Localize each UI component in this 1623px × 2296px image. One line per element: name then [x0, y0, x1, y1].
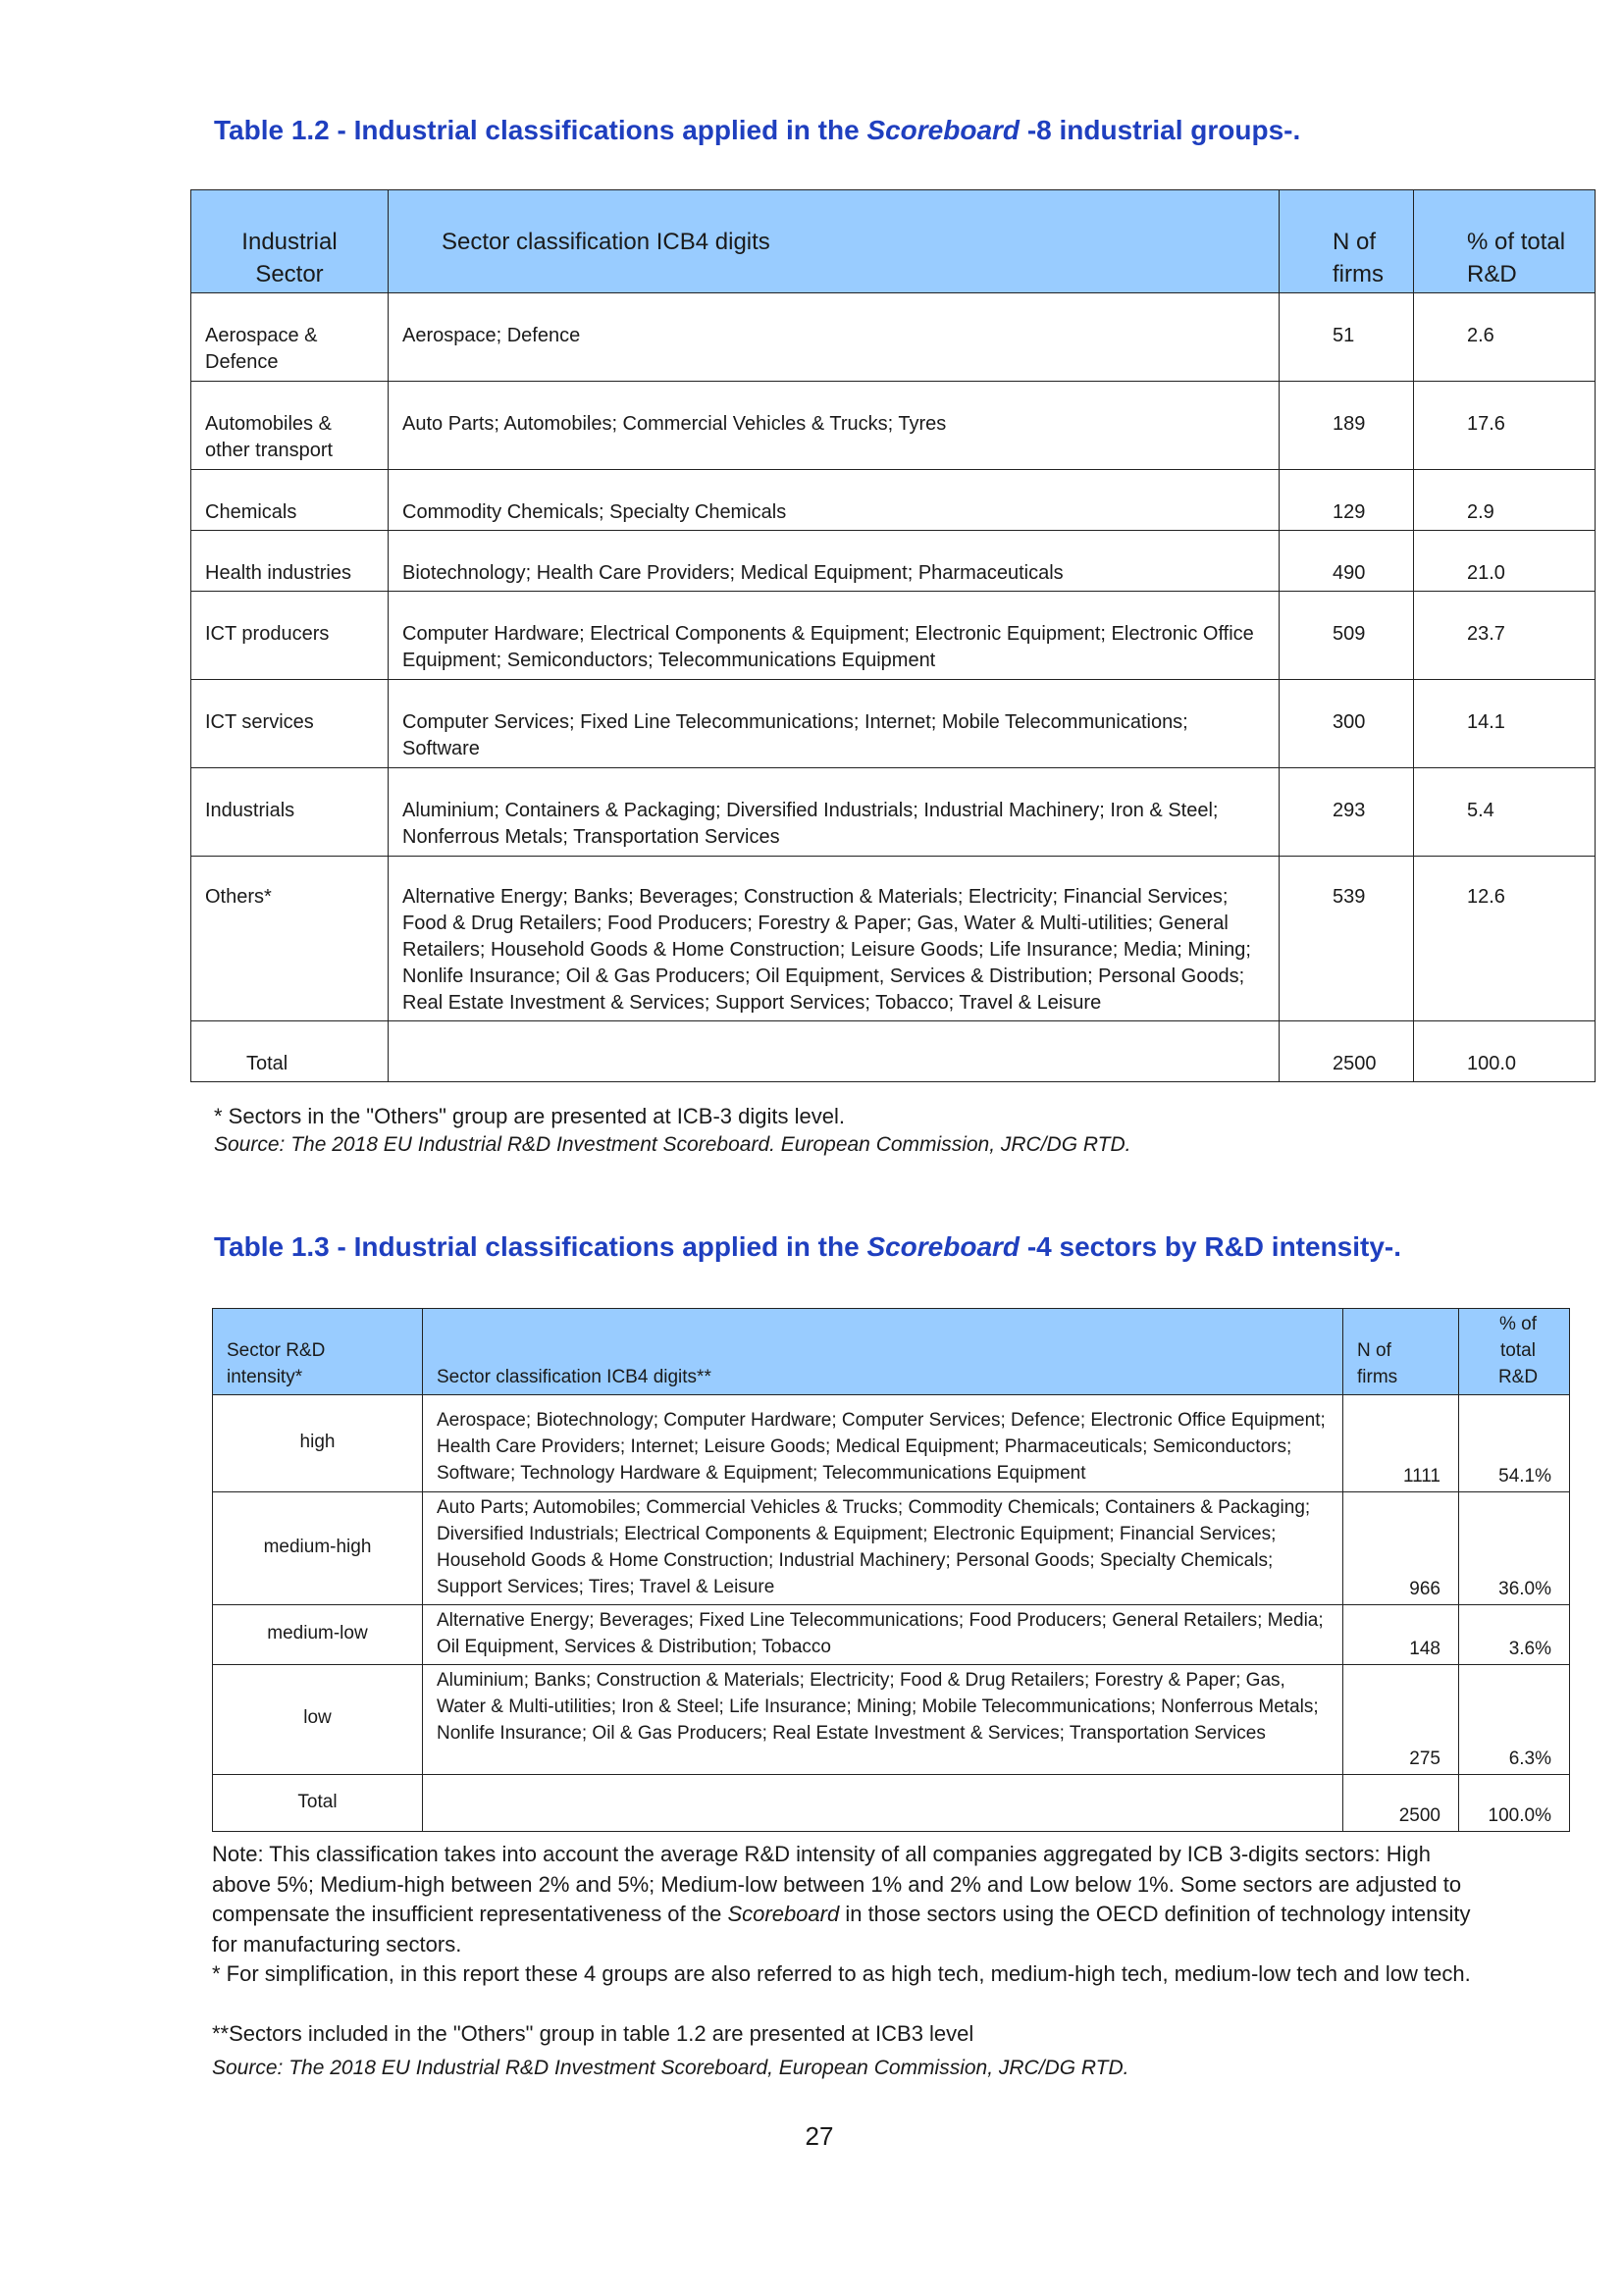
header-sector-classification: Sector classification ICB4 digits	[389, 190, 1280, 293]
header-n-firms-line2: firms	[1333, 261, 1384, 287]
table-row	[213, 1605, 1570, 1665]
pct-cell: 54.1%	[1459, 1395, 1570, 1492]
table-1-3-footnote-1: * For simplification, in this report these 4 groups are also referred to as high tech, medium-high tech, medium-low tech and low tech.	[212, 1961, 1471, 1986]
table-row	[191, 470, 1596, 531]
header-n-firms	[1343, 1309, 1459, 1395]
header-industrial-sector-line2: Sector	[255, 261, 324, 287]
n-firms-cell: 51	[1280, 293, 1414, 382]
header-sector-classification: Sector classification ICB4 digits**	[423, 1309, 1343, 1395]
sector-cell: Aerospace & Defence	[191, 293, 389, 382]
pct-cell: 2.6	[1414, 293, 1596, 382]
sector-cell: ICT services	[191, 680, 389, 768]
header-pct-line1: % of	[1498, 1314, 1538, 1334]
classification-cell: Computer Hardware; Electrical Components & Equipment; Electronic Equipment; Electronic Office Equipment; Semiconductors; Telecommunications Equipment	[389, 592, 1280, 680]
table-1-2-title	[214, 115, 1300, 146]
table-1-2-title-suffix: -8 industrial groups-.	[1020, 115, 1301, 145]
header-pct-line1: % of total	[1467, 229, 1566, 255]
header-industrial-sector	[191, 190, 389, 293]
sector-cell: Industrials	[191, 768, 389, 857]
table-1-3-header-row	[213, 1309, 1570, 1395]
table-1-3-title-suffix: -4 sectors by R&D intensity-.	[1020, 1231, 1402, 1262]
total-classification-empty	[423, 1775, 1343, 1832]
intensity-cell: medium-low	[213, 1605, 423, 1665]
total-pct: 100.0%	[1459, 1775, 1570, 1832]
table-1-2-footnote: * Sectors in the "Others" group are presented at ICB-3 digits level.	[214, 1104, 845, 1128]
classification-cell: Biotechnology; Health Care Providers; Medical Equipment; Pharmaceuticals	[389, 531, 1280, 592]
table-row	[191, 592, 1596, 680]
n-firms-cell: 148	[1343, 1605, 1459, 1665]
table-1-3-title-italic: Scoreboard	[866, 1231, 1021, 1262]
n-firms-cell: 966	[1343, 1492, 1459, 1605]
pct-cell: 5.4	[1414, 768, 1596, 857]
sector-cell: Chemicals	[191, 470, 389, 531]
header-pct-total-rd	[1459, 1309, 1570, 1395]
table-row	[191, 382, 1596, 470]
intensity-cell: medium-high	[213, 1492, 423, 1605]
table-total-row	[191, 1021, 1596, 1082]
total-classification-empty	[389, 1021, 1280, 1082]
total-label: Total	[213, 1775, 423, 1832]
n-firms-cell: 490	[1280, 531, 1414, 592]
n-firms-cell: 275	[1343, 1665, 1459, 1775]
n-firms-cell: 1111	[1343, 1395, 1459, 1492]
n-firms-cell: 509	[1280, 592, 1414, 680]
table-row	[191, 680, 1596, 768]
total-pct: 100.0	[1414, 1021, 1596, 1082]
pct-cell: 3.6%	[1459, 1605, 1570, 1665]
n-firms-cell: 293	[1280, 768, 1414, 857]
table-1-2-source: Source: The 2018 EU Industrial R&D Investment Scoreboard. European Commission, JRC/DG RTD.	[214, 1133, 1131, 1156]
table-row	[213, 1395, 1570, 1492]
table-1-2	[190, 189, 1596, 1082]
intensity-cell: low	[213, 1665, 423, 1775]
classification-cell: Auto Parts; Automobiles; Commercial Vehicles & Trucks; Tyres	[389, 382, 1280, 470]
n-firms-cell: 189	[1280, 382, 1414, 470]
table-1-3-note	[212, 1840, 1478, 1959]
pct-cell: 6.3%	[1459, 1665, 1570, 1775]
n-firms-cell: 300	[1280, 680, 1414, 768]
classification-cell: Alternative Energy; Banks; Beverages; Construction & Materials; Electricity; Financial Services; Food & Drug Retailers; Food Producers; Forestry & Paper; Gas, Water & Multi-utilities; General Retailers; Household Goods & Home Construction; Leisure Goods; Life Insurance; Media; Mining; Nonlife Insurance; Oil & Gas Producers; Oil Equipment, Services & Distribution; Personal Goods; Real Estate Investment & Services; Support Services; Tobacco; Travel & Leisure	[389, 857, 1280, 1021]
header-sector-rd-intensity	[213, 1309, 423, 1395]
pct-cell: 17.6	[1414, 382, 1596, 470]
header-intensity-line1: Sector R&D	[227, 1340, 326, 1361]
sector-cell: Others*	[191, 857, 389, 1021]
table-1-3-title-prefix: Table 1.3 - Industrial classifications applied in the	[214, 1231, 867, 1262]
header-pct-line2: R&D	[1467, 261, 1517, 287]
classification-cell: Aerospace; Biotechnology; Computer Hardware; Computer Services; Defence; Electronic Office Equipment; Health Care Providers; Internet; Leisure Goods; Medical Equipment; Pharmaceuticals; Semiconductors; Software; Technology Hardware & Equipment; Telecommunications Equipment	[423, 1395, 1343, 1492]
note-text-italic: Scoreboard	[727, 1902, 840, 1926]
sector-cell: ICT producers	[191, 592, 389, 680]
table-row	[191, 768, 1596, 857]
n-firms-cell: 539	[1280, 857, 1414, 1021]
pct-cell: 21.0	[1414, 531, 1596, 592]
classification-cell: Auto Parts; Automobiles; Commercial Vehicles & Trucks; Commodity Chemicals; Containers & Packaging; Diversified Industrials; Electrical Components & Equipment; Electronic Equipment; Financial Services; Household Goods & Home Construction; Industrial Machinery; Personal Goods; Specialty Chemicals; Support Services; Tires; Travel & Leisure	[423, 1492, 1343, 1605]
total-label: Total	[191, 1021, 389, 1082]
table-1-3	[212, 1308, 1570, 1832]
note-text-b: in those sectors using the OECD definition of technology intensity for manufacturing sectors.	[212, 1902, 1471, 1957]
table-1-2-title-prefix: Table 1.2 - Industrial classifications applied in the	[214, 115, 867, 145]
table-1-2-title-italic: Scoreboard	[866, 115, 1021, 145]
classification-cell: Aluminium; Containers & Packaging; Diversified Industrials; Industrial Machinery; Iron & Steel; Nonferrous Metals; Transportation Services	[389, 768, 1280, 857]
classification-cell: Commodity Chemicals; Specialty Chemicals	[389, 470, 1280, 531]
page-number: 27	[805, 2121, 834, 2151]
table-row	[213, 1492, 1570, 1605]
table-row	[191, 531, 1596, 592]
table-1-3-footnote-2: **Sectors included in the "Others" group in table 1.2 are presented at ICB3 level	[212, 2021, 974, 2046]
table-row	[191, 293, 1596, 382]
pct-cell: 12.6	[1414, 857, 1596, 1021]
pct-cell: 36.0%	[1459, 1492, 1570, 1605]
intensity-cell: high	[213, 1395, 423, 1492]
classification-cell: Computer Services; Fixed Line Telecommunications; Internet; Mobile Telecommunications; Software	[389, 680, 1280, 768]
header-n-firms-line1: N of	[1357, 1340, 1391, 1361]
header-pct-total-rd	[1414, 190, 1596, 293]
header-intensity-line2: intensity*	[227, 1367, 303, 1387]
sector-cell: Automobiles & other transport	[191, 382, 389, 470]
n-firms-cell: 129	[1280, 470, 1414, 531]
classification-cell: Alternative Energy; Beverages; Fixed Line Telecommunications; Food Producers; General Retailers; Media; Oil Equipment, Services & Distribution; Tobacco	[423, 1605, 1343, 1665]
classification-cell: Aerospace; Defence	[389, 293, 1280, 382]
table-total-row	[213, 1775, 1570, 1832]
header-n-firms-line1: N of	[1333, 229, 1377, 255]
pct-cell: 14.1	[1414, 680, 1596, 768]
header-n-firms	[1280, 190, 1414, 293]
sector-cell: Health industries	[191, 531, 389, 592]
table-1-2-header-row	[191, 190, 1596, 293]
header-pct-line3: R&D	[1497, 1367, 1539, 1387]
classification-cell: Aluminium; Banks; Construction & Materials; Electricity; Food & Drug Retailers; Forestry & Paper; Gas, Water & Multi-utilities; Iron & Steel; Life Insurance; Mining; Mobile Telecommunications; Nonferrous Metals; Nonlife Insurance; Oil & Gas Producers; Real Estate Investment & Services; Transportation Services	[423, 1665, 1343, 1775]
table-row	[213, 1665, 1570, 1775]
pct-cell: 2.9	[1414, 470, 1596, 531]
note-text-a: Note: This classification takes into account the average R&D intensity of all companies aggregated by ICB 3-digits sectors: High above 5%; Medium-high between 2% and 5%; Medium-low between 1% and 2% and Low below 1%. Some sectors are adjusted to compensate the insufficient representativeness of the	[212, 1842, 1462, 1926]
pct-cell: 23.7	[1414, 592, 1596, 680]
table-1-3-source: Source: The 2018 EU Industrial R&D Investment Scoreboard, European Commission, JRC/DG RTD.	[212, 2057, 1129, 2079]
table-1-3-title	[214, 1231, 1401, 1263]
header-pct-line2: total	[1500, 1340, 1536, 1361]
header-industrial-sector-line1: Industrial	[241, 229, 338, 255]
header-n-firms-line2: firms	[1357, 1367, 1398, 1387]
total-n-firms: 2500	[1343, 1775, 1459, 1832]
table-row	[191, 857, 1596, 1021]
total-n-firms: 2500	[1280, 1021, 1414, 1082]
